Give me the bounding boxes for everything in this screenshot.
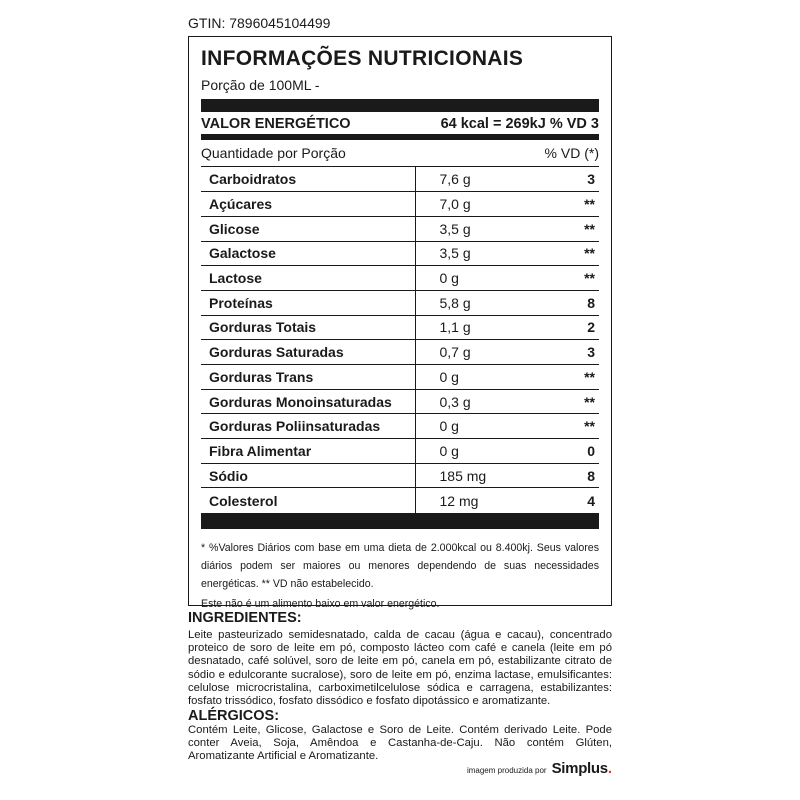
credit-brand: Simplus	[551, 760, 608, 777]
nutrient-row	[201, 241, 599, 266]
nutrient-daily-value: 4	[587, 492, 595, 509]
nutrient-row	[201, 315, 599, 340]
nutrient-quantity: 5,8 g	[415, 290, 525, 315]
nutrient-row	[201, 192, 599, 217]
nutrient-quantity: 0,3 g	[415, 389, 525, 414]
nutrient-row	[201, 340, 599, 365]
energy-label: VALOR ENERGÉTICO	[201, 116, 351, 132]
nutrient-row	[201, 216, 599, 241]
nutrient-quantity: 0,7 g	[415, 340, 525, 365]
quantity-header	[201, 140, 599, 167]
top-divider-bar	[201, 99, 599, 112]
simplus-logo	[552, 760, 612, 778]
ingredients-title: INGREDIENTES:	[188, 610, 302, 626]
quantity-header-right: % VD (*)	[544, 145, 599, 161]
nutrient-name: Gorduras Poliinsaturadas	[201, 414, 415, 439]
nutrient-row	[201, 365, 599, 390]
nutrient-daily-value: 2	[525, 315, 599, 340]
nutrient-quantity: 7,0 g	[415, 192, 525, 217]
panel-title: INFORMAÇÕES NUTRICIONAIS	[201, 47, 524, 70]
nutrient-name: Galactose	[201, 241, 415, 266]
gtin-code: GTIN: 7896045104499	[188, 15, 331, 31]
nutrient-daily-value: **	[525, 365, 599, 390]
energy-disclaimer: Este não é um alimento baixo em valor energético.	[201, 597, 440, 610]
nutrient-name: Sódio	[201, 463, 415, 488]
nutrient-quantity: 1,1 g	[415, 315, 525, 340]
nutrition-facts-panel	[188, 36, 612, 610]
nutrient-quantity: 3,5 g	[415, 216, 525, 241]
nutrient-name: Gorduras Trans	[201, 365, 415, 390]
nutrient-name: Colesterol	[209, 492, 278, 509]
nutrient-name: Fibra Alimentar	[201, 439, 415, 464]
ingredients-text: Leite pasteurizado semidesnatado, calda de cacau (água e cacau), concentrado proteico de soro de leite em pó, composto lácteo com café e canela (leite em pó desnatado, café solúvel, soro de leite em pó, canela em pó, estabilizante citrato de sódio e edulcorante sucralose), soro de leite em pó, enzima lactase, emulsificantes: celulose microcristalina, carboximetilcelulose sódica e carragena, estabilizantes: fosfato trissódico, fosfato dissódico e fosfato dipotássico e aromatizante.	[188, 629, 612, 708]
nutrient-quantity: 12 mg	[415, 488, 525, 513]
nutrient-row	[201, 488, 599, 513]
nutrient-quantity: 185 mg	[415, 463, 525, 488]
nutrient-daily-value: 8	[525, 463, 599, 488]
nutrient-quantity: 7,6 g	[415, 167, 525, 192]
credit-dot: .	[607, 760, 612, 777]
bottom-divider-bar	[201, 513, 599, 529]
nutrient-row	[201, 463, 599, 488]
credit-prefix: imagem produzida por	[466, 766, 547, 775]
nutrient-name: Glicose	[201, 216, 415, 241]
nutrient-row	[201, 167, 599, 192]
nutrient-daily-value: **	[525, 266, 599, 291]
nutrient-daily-value: **	[525, 216, 599, 241]
nutrient-daily-value: **	[525, 389, 599, 414]
nutrient-quantity: 0 g	[415, 266, 525, 291]
nutrient-daily-value: 3	[525, 167, 599, 192]
nutrient-daily-value: 8	[525, 290, 599, 315]
allergens-text: Contém Leite, Glicose, Galactose e Soro de Leite. Contém derivado Leite. Pode conter Aveia, Soja, Amêndoa e Castanha-de-Caju. Não contém Glúten, Aromatizante Artificial e Aromatizante.	[188, 724, 612, 763]
nutrient-name: Carboidratos	[201, 167, 415, 192]
nutrient-daily-value: **	[525, 241, 599, 266]
nutrient-row	[201, 266, 599, 291]
nutrient-row	[201, 389, 599, 414]
energy-value: 64 kcal = 269kJ % VD 3	[440, 116, 599, 132]
energy-row	[201, 112, 599, 140]
allergens-title: ALÉRGICOS:	[188, 708, 280, 724]
nutrient-table	[201, 167, 599, 513]
nutrient-quantity: 0 g	[415, 414, 525, 439]
nutrient-row	[201, 290, 599, 315]
nutrient-quantity: 3,5 g	[415, 241, 525, 266]
nutrient-name: Lactose	[201, 266, 415, 291]
portion-size: Porção de 100ML -	[201, 77, 320, 93]
nutrient-daily-value: **	[525, 414, 599, 439]
nutrient-quantity: 0 g	[415, 365, 525, 390]
quantity-header-left: Quantidade por Porção	[201, 145, 346, 161]
nutrient-name: Açúcares	[201, 192, 415, 217]
nutrient-name: Proteínas	[201, 290, 415, 315]
nutrient-name: Gorduras Totais	[201, 315, 415, 340]
nutrient-daily-value: 0	[525, 439, 599, 464]
nutrient-daily-value: 3	[525, 340, 599, 365]
nutrient-row	[201, 439, 599, 464]
daily-values-footnote: * %Valores Diários com base em uma dieta de 2.000kcal ou 8.400kj. Seus valores diários podem ser maiores ou menores dependendo de suas necessidades energéticas. ** VD não estabelecido.	[201, 541, 599, 590]
nutrient-quantity: 0 g	[415, 439, 525, 464]
nutrient-row	[201, 414, 599, 439]
image-credit	[467, 760, 612, 778]
nutrient-daily-value: **	[525, 192, 599, 217]
nutrient-name: Gorduras Saturadas	[201, 340, 415, 365]
nutrient-name: Gorduras Monoinsaturadas	[201, 389, 415, 414]
